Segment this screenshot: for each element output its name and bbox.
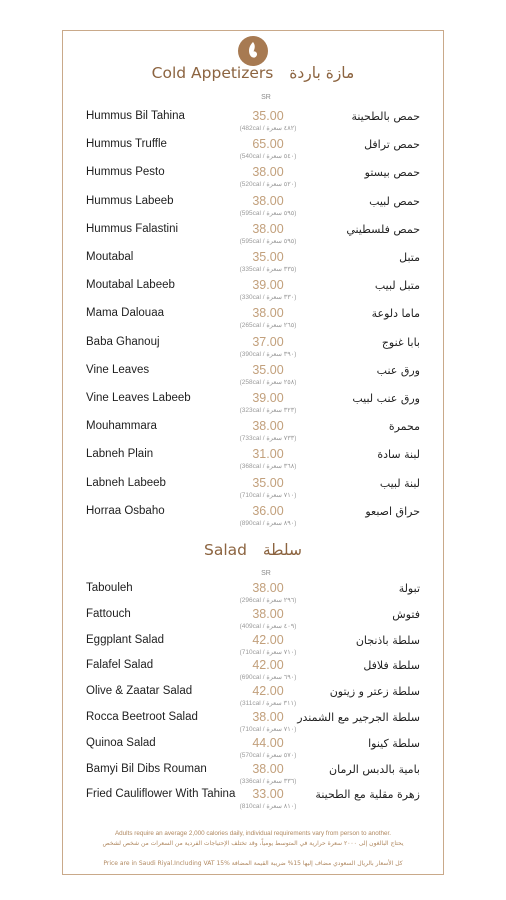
item-name-ar: فتوش: [392, 607, 420, 621]
menu-item-row: [86, 166, 420, 194]
item-name-en: Olive & Zaatar Salad: [86, 685, 193, 698]
item-name-en: Vine Leaves: [86, 363, 150, 376]
salad-title-ar: سلطة: [262, 541, 302, 559]
calorie-note-en: Adults require an average 2,000 calories daily, individual requirements vary from person to another.: [114, 830, 392, 837]
menu-item-row: [86, 251, 420, 279]
item-name-ar: سلطة كينوا: [368, 736, 420, 750]
item-name-en: Bamyi Bil Dibs Rouman: [86, 762, 207, 775]
item-calories: (540cal / ٥٤٠ سعرة): [239, 153, 297, 161]
item-price: 39.00: [252, 391, 284, 405]
item-name-en: Hummus Labeeb: [86, 194, 174, 207]
item-calories: (409cal / ٤٠٩ سعرة): [239, 622, 297, 630]
item-price: 35.00: [252, 250, 284, 264]
salad-title-en: Salad: [203, 541, 247, 559]
item-calories: (330cal / ٣٣٠ سعرة): [239, 294, 297, 302]
item-name-en: Fried Cauliflower With Tahina: [86, 788, 236, 801]
menu-item-row: [86, 110, 420, 138]
cold-appetizers-title: [62, 64, 444, 82]
item-calories: (390cal / ٣٩٠ سعرة): [239, 350, 297, 358]
item-calories: (368cal / ٣٦٨ سعرة): [239, 463, 297, 471]
item-price: 38.00: [252, 581, 284, 595]
brand-logo: [238, 36, 268, 66]
item-calories: (690cal / ٦٩٠ سعرة): [239, 674, 297, 682]
item-calories: (323cal / ٣٢٣ سعرة): [239, 407, 297, 414]
item-name-ar: لبنة لبيب: [379, 476, 420, 490]
item-name-ar: تبولة: [398, 582, 420, 595]
calorie-note-ar: يحتاج البالغون إلى ٢٠٠٠ سعرة حرارية في المتوسط يومياً، وقد تختلف الإحتياجات الفردية من السعرات من شخص لشخص: [102, 840, 404, 847]
item-price: 42.00: [252, 684, 284, 699]
item-price: 35.00: [252, 109, 284, 123]
item-calories: (311cal / ٣١١ سعرة): [239, 700, 297, 708]
item-price: 38.00: [252, 710, 284, 724]
item-name-ar: محمرة: [388, 420, 420, 434]
item-name-ar: حمص بالطحينة: [351, 110, 420, 123]
menu-item-row: [86, 477, 420, 505]
item-name-ar: سلطة فلافل: [363, 659, 420, 673]
item-name-en: Mama Dalouaa: [86, 307, 164, 320]
item-price: 37.00: [252, 334, 284, 349]
item-price: 42.00: [252, 658, 284, 673]
item-price: 42.00: [252, 632, 284, 647]
item-calories: (296cal / ٢٩٦ سعرة): [239, 597, 297, 604]
menu-item-row: [86, 505, 420, 533]
item-calories: (710cal / ٧١٠ سعرة): [239, 491, 297, 499]
salad-title: [62, 541, 444, 559]
menu-item-row: [86, 582, 420, 610]
menu-item-row: [86, 737, 420, 765]
item-calories: (710cal / ٧١٠ سعرة): [239, 648, 297, 656]
item-calories: (710cal / ٧١٠ سعرة): [239, 726, 297, 733]
item-name-en: Hummus Bil Tahina: [86, 110, 185, 122]
item-name-ar: متبل: [399, 251, 420, 264]
menu-item-row: [86, 195, 420, 223]
item-price: 38.00: [252, 193, 284, 208]
item-name-ar: ورق عنب لبيب: [352, 392, 420, 405]
menu-item-row: [86, 763, 420, 791]
item-name-en: Mouhammara: [86, 420, 157, 433]
price-vat-note: كل الأسعار بالريال السعودي مضاف إليها 15% ضريبة القيمة المضافة Price are in Saudi Riyal.Including VAT 15%: [103, 860, 403, 867]
menu-item-row: [86, 634, 420, 662]
item-price: 31.00: [252, 447, 284, 462]
item-name-ar: سلطة باذنجان: [355, 633, 420, 647]
menu-item-row: [86, 788, 420, 816]
item-calories: (335cal / ٣٣٥ سعرة): [239, 266, 297, 273]
menu-item-row: [86, 659, 420, 687]
menu-item-row: [86, 279, 420, 307]
item-price: 65.00: [252, 137, 284, 152]
item-price: 35.00: [252, 362, 284, 377]
menu-item-row: [86, 364, 420, 392]
item-price: 35.00: [252, 475, 284, 490]
item-calories: (570cal / ٥٧٠ سعرة): [239, 751, 297, 759]
item-name-en: Rocca Beetroot Salad: [86, 711, 198, 723]
item-price: 38.00: [252, 761, 284, 776]
cold-currency-label: SR: [261, 94, 271, 101]
item-price: 39.00: [252, 278, 284, 293]
item-name-ar: بابا غنوج: [381, 335, 420, 349]
leaf-drop-logo-icon: [238, 36, 268, 66]
item-price: 38.00: [252, 606, 284, 621]
item-name-ar: حمص بيستو: [364, 166, 420, 180]
item-price: 38.00: [252, 306, 284, 321]
item-calories: (265cal / ٢٦٥ سعرة): [239, 322, 297, 330]
item-name-en: Moutabal: [86, 251, 134, 263]
item-name-en: Moutabal Labeeb: [86, 279, 175, 292]
salad-currency-label: SR: [261, 570, 271, 577]
menu-item-row: [86, 336, 420, 364]
item-calories: (258cal / ٢٥٨ سعرة): [239, 378, 297, 386]
item-price: 38.00: [252, 165, 284, 180]
item-name-en: Falafel Salad: [86, 659, 154, 672]
item-name-en: Horraa Osbaho: [86, 504, 165, 517]
item-name-ar: حمص ترافل: [364, 138, 420, 152]
item-name-ar: متبل لبيب: [374, 279, 420, 293]
item-name-ar: حمص لبيب: [369, 194, 420, 208]
menu-item-row: [86, 307, 420, 335]
menu-item-row: [86, 138, 420, 166]
item-name-en: Tabouleh: [86, 582, 133, 594]
item-calories: (595cal / ٥٩٥ سعرة): [239, 209, 297, 217]
item-name-ar: حمص فلسطيني: [346, 222, 420, 236]
item-name-en: Baba Ghanouj: [86, 335, 160, 348]
item-name-en: Hummus Falastini: [86, 222, 179, 235]
item-name-en: Hummus Truffle: [86, 138, 167, 151]
item-name-en: Labneh Labeeb: [86, 476, 166, 489]
item-name-ar: زهرة مقلية مع الطحينة: [315, 788, 420, 802]
item-name-en: Hummus Pesto: [86, 166, 165, 179]
item-name-ar: بامية بالدبس الرمان: [329, 762, 420, 776]
item-calories: (336cal / ٣٣٦ سعرة): [239, 777, 297, 785]
item-price: 38.00: [252, 419, 284, 434]
menu-item-row: [86, 392, 420, 420]
item-calories: (733cal / ٧٣٣ سعرة): [239, 435, 297, 443]
item-price: 44.00: [252, 735, 284, 750]
item-calories: (482cal / ٤٨٢ سعرة): [239, 125, 297, 132]
item-calories: (890cal / ٨٩٠ سعرة): [239, 519, 297, 527]
item-name-ar: حراق اصبعو: [365, 504, 420, 518]
item-name-ar: ماما دلوعة: [371, 307, 420, 321]
menu-item-row: [86, 223, 420, 251]
item-name-ar: سلطة الجرجير مع الشمندر: [297, 711, 420, 724]
item-calories: (810cal / ٨١٠ سعرة): [239, 803, 297, 811]
item-price: 36.00: [252, 503, 284, 518]
item-name-en: Eggplant Salad: [86, 633, 165, 646]
item-name-ar: ورق عنب: [376, 363, 420, 377]
menu-item-row: [86, 608, 420, 636]
cold-title-en: Cold Appetizers: [151, 64, 274, 82]
item-name-en: Vine Leaves Labeeb: [86, 392, 191, 404]
item-name-ar: لبنة سادة: [377, 448, 420, 462]
item-calories: (595cal / ٥٩٥ سعرة): [239, 237, 297, 245]
cold-title-ar: مازة باردة: [289, 64, 355, 82]
item-name-ar: سلطة زعتر و زيتون: [329, 685, 420, 699]
item-calories: (520cal / ٥٢٠ سعرة): [239, 181, 297, 189]
item-price: 38.00: [252, 221, 284, 236]
menu-item-row: [86, 420, 420, 448]
menu-item-row: [86, 685, 420, 713]
item-name-en: Labneh Plain: [86, 448, 154, 461]
item-price: 33.00: [252, 787, 284, 802]
item-name-en: Fattouch: [86, 607, 131, 620]
item-name-en: Quinoa Salad: [86, 736, 156, 749]
menu-item-row: [86, 711, 420, 739]
menu-item-row: [86, 448, 420, 476]
